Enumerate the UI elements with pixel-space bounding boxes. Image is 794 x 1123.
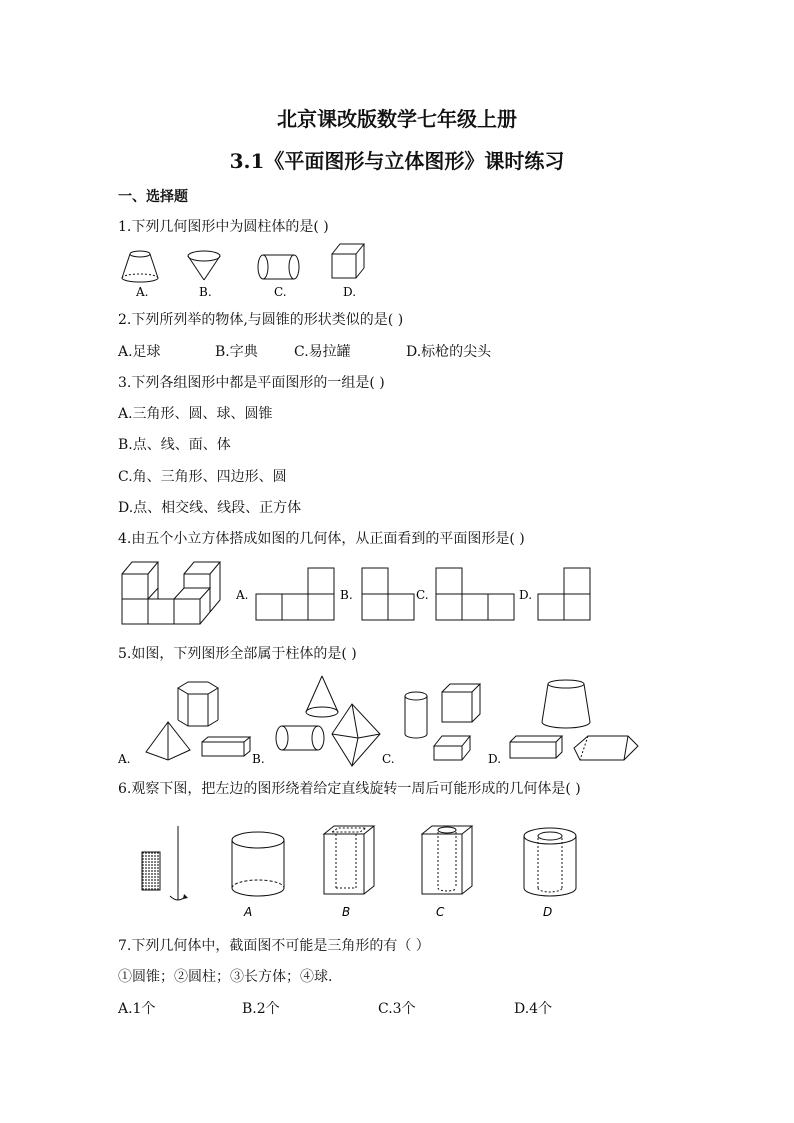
box-shape-d (510, 736, 562, 758)
q4-option-a-view (256, 568, 334, 620)
q4-option-d-view (538, 568, 590, 620)
q5-label-c: C. (382, 752, 395, 766)
cylinder-shape (258, 255, 299, 279)
q5-label-a: A. (118, 752, 131, 766)
q6-label-b: B (342, 905, 351, 919)
hollow-prism-shape-c (422, 826, 472, 894)
q2-option-b[interactable]: B.字典 (215, 344, 258, 360)
cube-stack-shape (122, 562, 220, 624)
hollow-cylinder-shape (524, 828, 576, 896)
question-1-stem: 1.下列几何图形中为圆柱体的是( ) (118, 219, 329, 235)
double-pyramid-shape (332, 704, 380, 766)
cube-shape-c (442, 684, 480, 722)
pyramid-shape (146, 722, 190, 760)
q1-label-b: B. (199, 285, 212, 299)
question-6-stem: 6.观察下图，把左边的图形绕着给定直线旋转一周后可能形成的几何体是( ) (118, 781, 581, 797)
question-4-figures (118, 558, 598, 628)
q4-label-d: D. (519, 588, 533, 602)
q6-label-a: A (244, 905, 253, 919)
question-2-stem: 2.下列所列举的物体,与圆锥的形状类似的是( ) (118, 312, 404, 328)
q4-label-a: A. (236, 588, 249, 602)
q6-label-c: C (436, 905, 445, 919)
q1-label-c: C. (274, 285, 287, 299)
cube-shape (332, 244, 364, 278)
q4-label-b: B. (340, 588, 353, 602)
page-subtitle: 3.1《平面图形与立体图形》课时练习 (229, 149, 565, 173)
hexagonal-prism-shape (178, 682, 218, 726)
cone-shape (188, 251, 220, 280)
question-3-stem: 3.下列各组图形中都是平面图形的一组是( ) (118, 375, 385, 391)
q7-option-c[interactable]: C.3个 (378, 1001, 416, 1017)
q6-label-d: D (543, 905, 553, 919)
q1-label-d: D. (343, 285, 357, 299)
solid-cylinder-shape (232, 832, 284, 896)
cylinder-shape-c (405, 692, 427, 738)
q3-option-d[interactable]: D.点、相交线、线段、正方体 (118, 500, 302, 516)
cylinder-shape-b (276, 726, 324, 750)
q1-label-a: A. (136, 285, 149, 299)
q5-label-d: D. (488, 752, 502, 766)
rotation-rectangle-shape (142, 826, 188, 900)
q7-option-a[interactable]: A.1个 (118, 1001, 156, 1017)
section-heading: 一、选择题 (118, 189, 188, 205)
q7-option-b[interactable]: B.2个 (242, 1001, 280, 1017)
q2-option-d[interactable]: D.标枪的尖头 (406, 344, 492, 360)
box-shape (202, 737, 250, 756)
question-5-stem: 5.如图，下列图形全部属于柱体的是( ) (118, 646, 357, 662)
q7-note: ①圆锥；②圆柱；③长方体；④球. (118, 969, 333, 985)
frustum-shape-d (542, 680, 590, 728)
q4-option-c-view (436, 568, 514, 620)
question-1-figures (118, 240, 378, 300)
question-7-stem: 7.下列几何体中，截面图不可能是三角形的有（ ） (118, 938, 430, 954)
q2-option-c[interactable]: C.易拉罐 (294, 344, 351, 360)
q3-option-b[interactable]: B.点、线、面、体 (118, 437, 231, 453)
hollow-prism-shape-b (324, 826, 374, 894)
q3-option-c[interactable]: C.角、三角形、四边形、圆 (118, 469, 287, 485)
question-5-figures (118, 670, 648, 770)
question-6-figures (130, 822, 590, 922)
q4-option-b-view (362, 568, 414, 620)
q5-label-b: B. (252, 752, 265, 766)
q3-option-a[interactable]: A.三角形、圆、球、圆锥 (118, 406, 273, 422)
question-4-stem: 4.由五个小立方体搭成如图的几何体，从正面看到的平面图形是( ) (118, 531, 525, 547)
frustum-shape (122, 251, 158, 282)
triangular-prism-shape (574, 736, 638, 760)
q2-option-a[interactable]: A.足球 (118, 344, 161, 360)
q4-label-c: C. (416, 588, 429, 602)
prism-block-shape (434, 736, 470, 760)
cone-shape-b (306, 676, 338, 717)
page-title: 北京课改版数学七年级上册 (277, 107, 517, 131)
q7-option-d[interactable]: D.4个 (514, 1001, 553, 1017)
